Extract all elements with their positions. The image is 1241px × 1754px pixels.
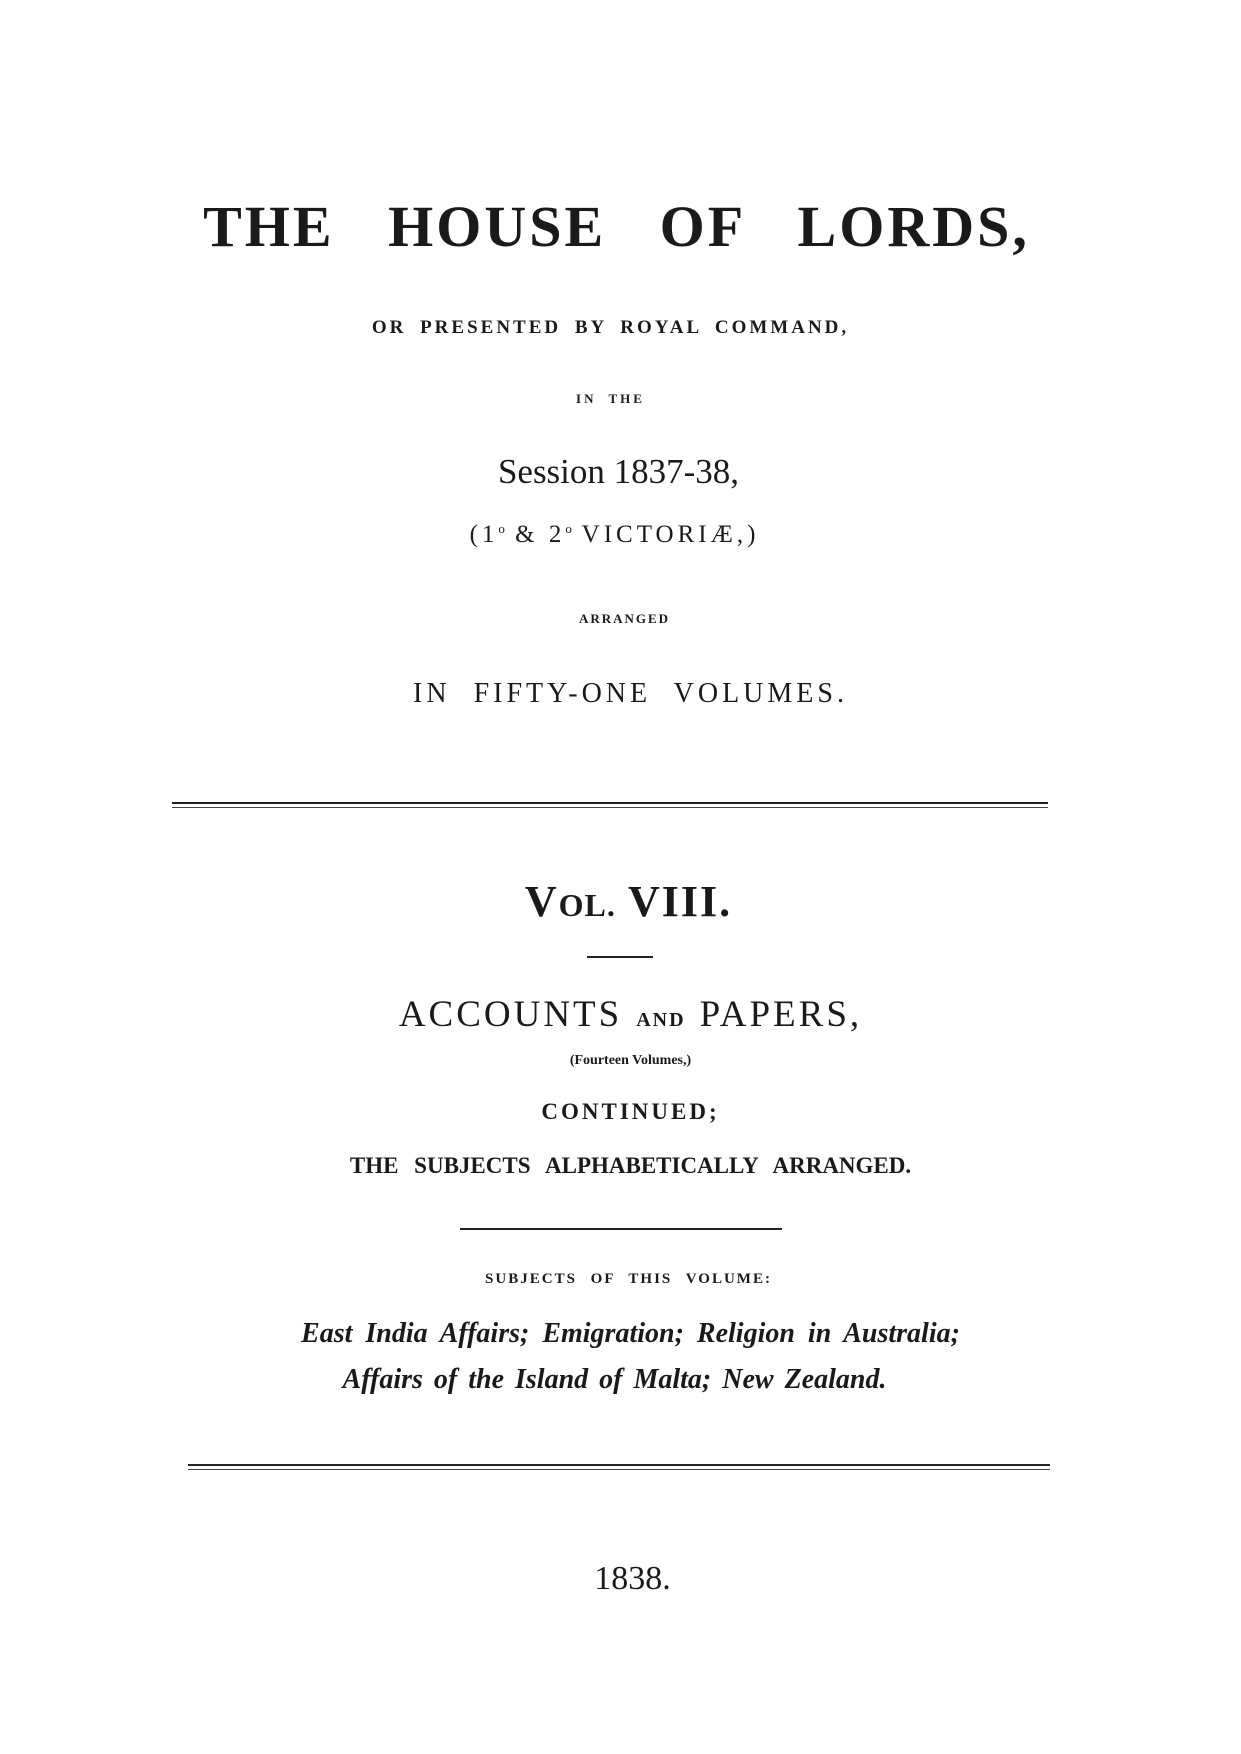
subjects-label: SUBJECTS OF THIS VOLUME: xyxy=(485,1271,772,1287)
continued-line: CONTINUED; xyxy=(541,1099,720,1124)
upper-double-rule xyxy=(172,802,1048,804)
short-rule xyxy=(587,956,653,958)
presented-line: OR PRESENTED BY ROYAL COMMAND, xyxy=(371,317,850,338)
volume-prefix: V xyxy=(524,877,559,926)
regnal-mid: & 2 xyxy=(504,521,566,548)
volume-roman-numeral: VIII. xyxy=(615,877,733,926)
accounts-and-papers-line xyxy=(10,996,1241,1033)
lower-double-rule xyxy=(188,1464,1050,1466)
subjects-list-line-2: Affairs of the Island of Malta; New Zealand. xyxy=(342,1364,887,1395)
volumes-line: IN FIFTY-ONE VOLUMES. xyxy=(413,678,848,709)
regnal-open: (1 xyxy=(469,521,499,548)
papers-word: PAPERS, xyxy=(699,994,863,1035)
volume-prefix-small-caps: OL. xyxy=(558,887,616,923)
subjects-arranged-line: THE SUBJECTS ALPHABETICALLY ARRANGED. xyxy=(349,1153,912,1178)
fourteen-volumes-note: (Fourteen Volumes,) xyxy=(569,1053,692,1068)
accounts-word: ACCOUNTS xyxy=(398,994,623,1035)
subjects-list-line-1: East India Affairs; Emigration; Religion in Australia; xyxy=(301,1318,960,1349)
session-line: Session 1837-38, xyxy=(497,452,740,491)
regnal-close: VICTORIÆ,) xyxy=(571,521,760,548)
in-the-line: IN THE xyxy=(576,391,645,406)
publication-year: 1838. xyxy=(594,1560,671,1597)
volume-number xyxy=(8,877,1241,926)
and-word: AND xyxy=(636,1009,686,1031)
regnal-year-line xyxy=(0,522,1235,547)
arranged-line: ARRANGED xyxy=(578,611,671,626)
middle-rule xyxy=(460,1228,782,1230)
regnal-superscript-2: o xyxy=(565,521,572,536)
page-title: THE HOUSE OF LORDS, xyxy=(203,194,1030,259)
regnal-superscript-1: o xyxy=(498,521,505,536)
